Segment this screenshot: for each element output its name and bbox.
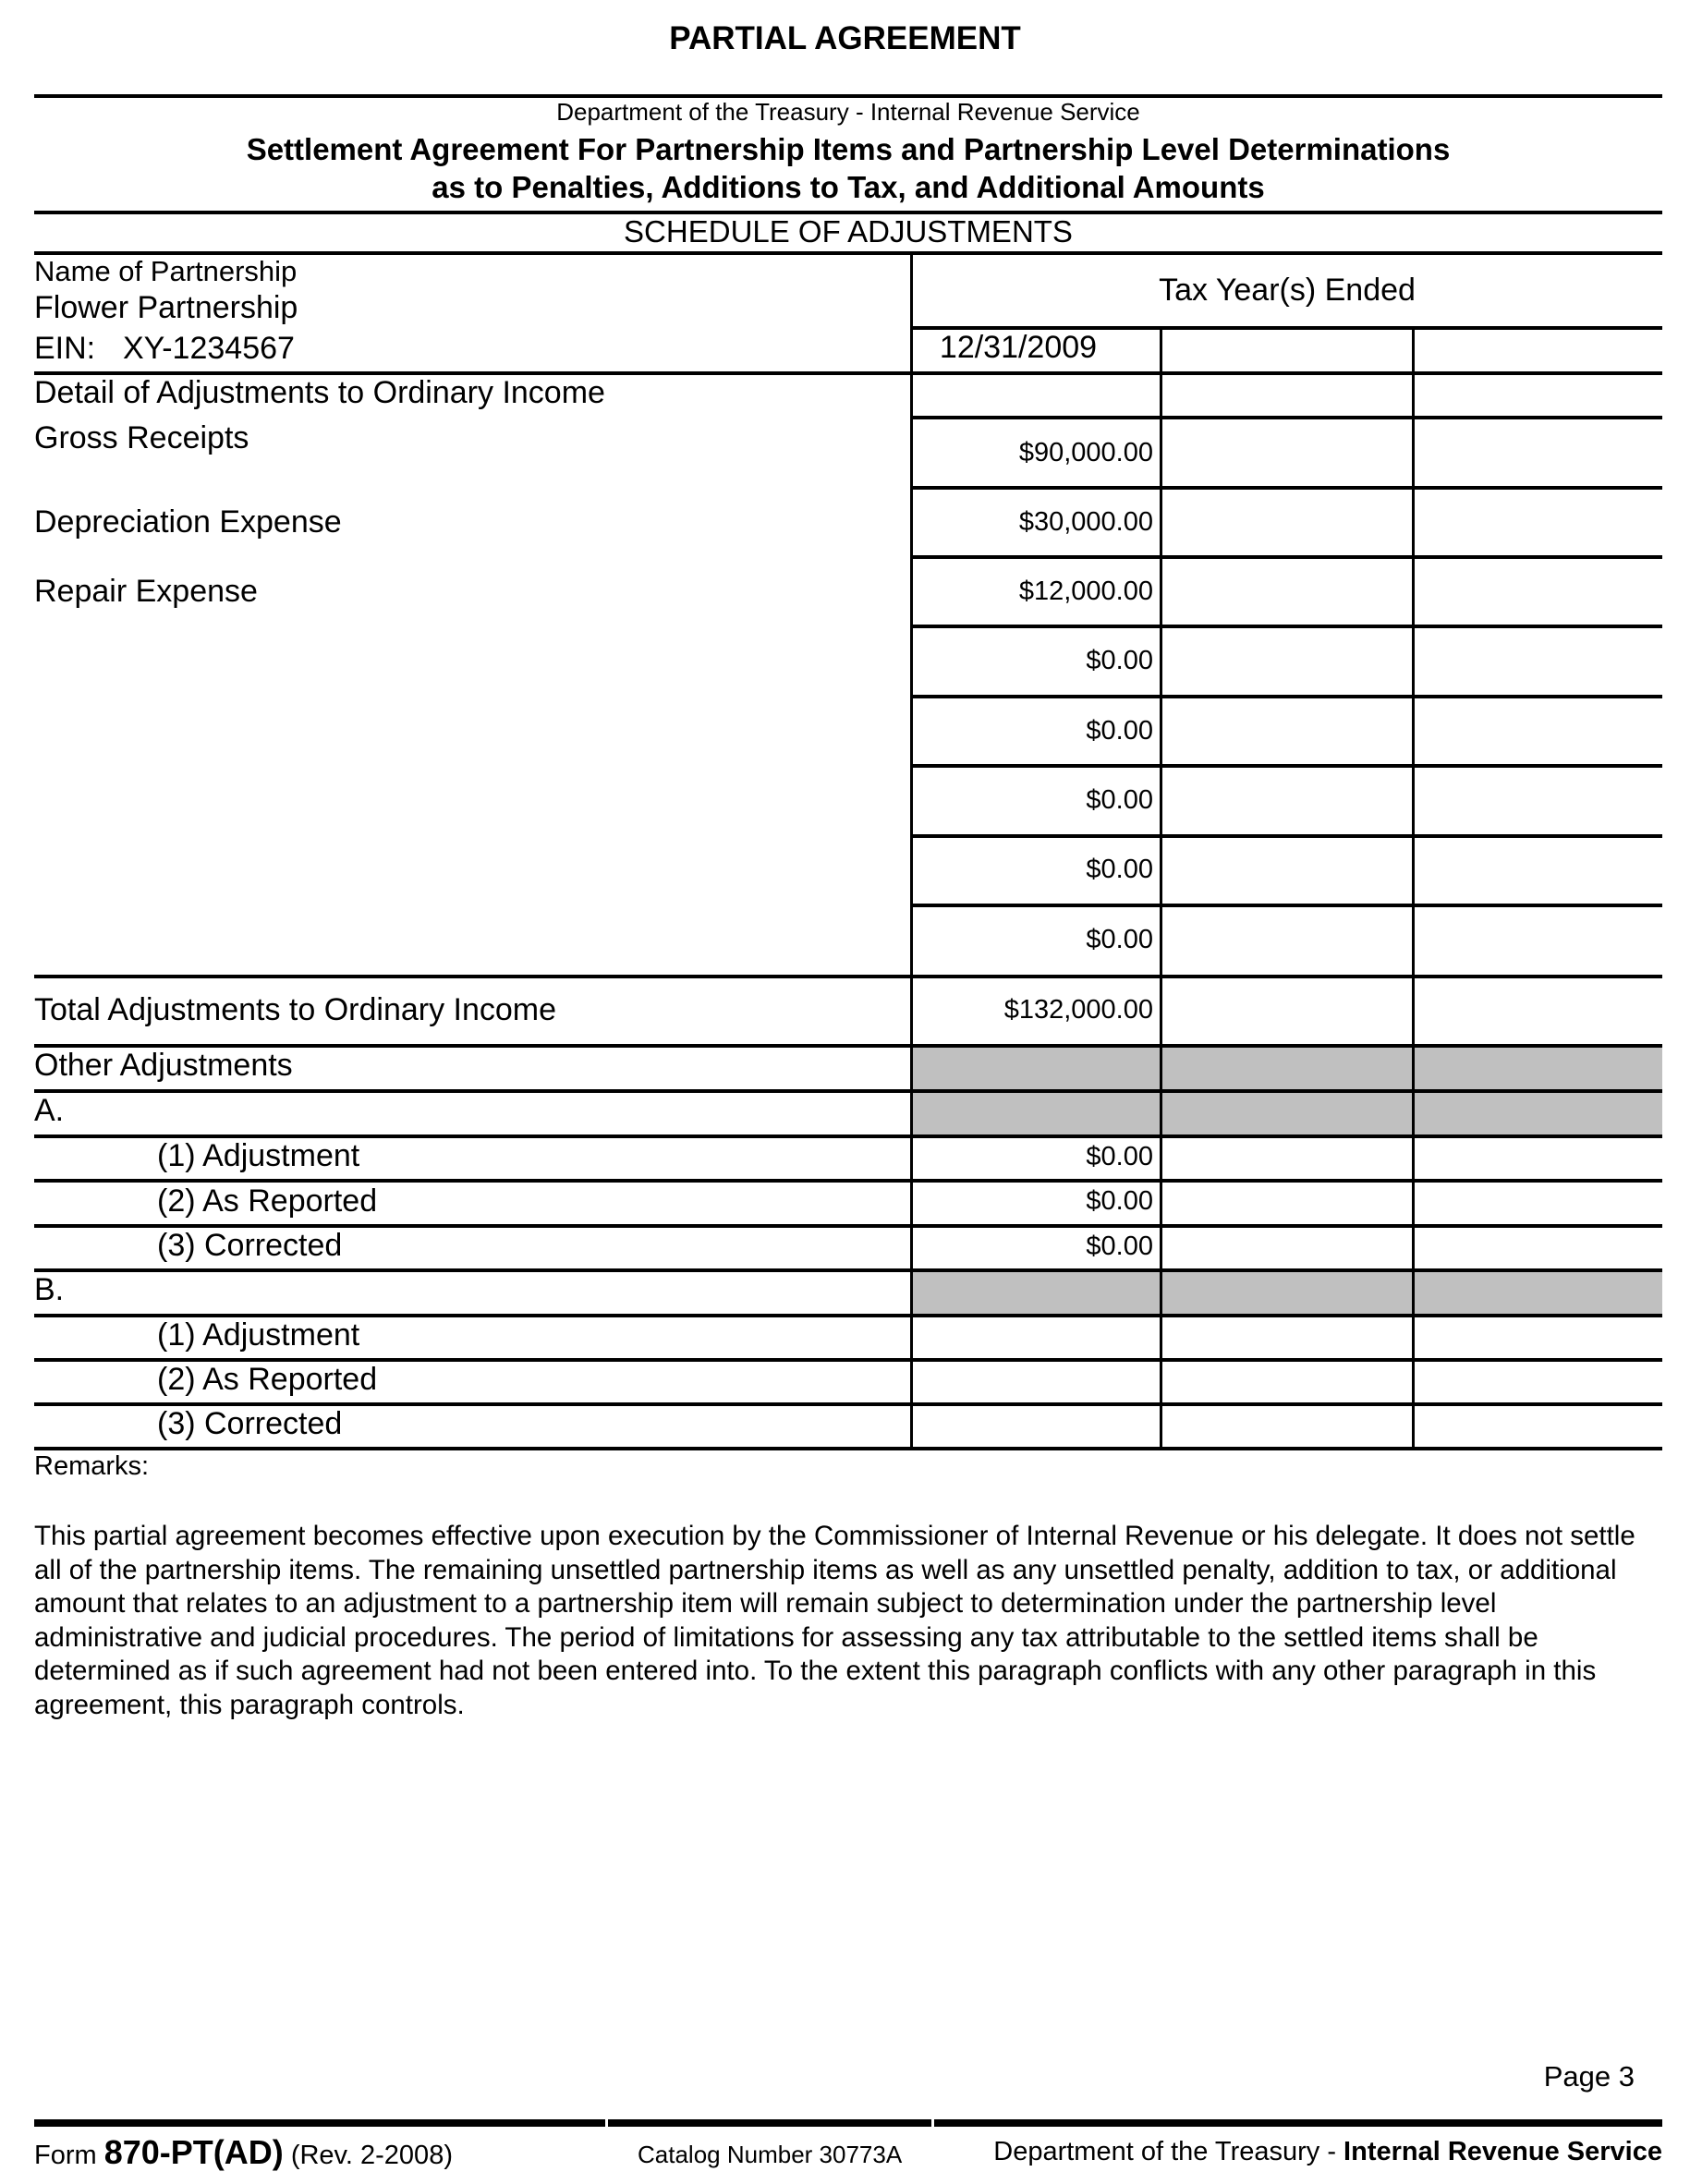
shaded-cell: [913, 1048, 1160, 1089]
group-b-corrected-label: (3) Corrected: [157, 1406, 343, 1441]
shaded-cell: [1162, 1048, 1412, 1089]
value-repair[interactable]: $12,000.00: [1018, 576, 1153, 606]
row-label-repair: Repair Expense: [34, 574, 258, 609]
agency-line: Department of the Treasury - Internal Revenue Service: [556, 98, 1140, 126]
total-label: Total Adjustments to Ordinary Income: [34, 992, 557, 1027]
total-value[interactable]: $132,000.00: [1003, 995, 1153, 1025]
shaded-cell: [1415, 1048, 1662, 1089]
form-id: [34, 2133, 453, 2172]
form-title-line-2: as to Penalties, Additions to Tax, and Additional Amounts: [432, 170, 1265, 204]
ein-value: XY-1234567: [123, 331, 295, 366]
catalog-number: Catalog Number 30773A: [638, 2141, 903, 2168]
other-adjustments-label: Other Adjustments: [34, 1048, 293, 1083]
group-a-adjustment-value[interactable]: $0.00: [1086, 1142, 1153, 1171]
group-a-corrected-value[interactable]: $0.00: [1086, 1232, 1153, 1261]
row-rule: [912, 416, 1662, 419]
row-rule: [912, 486, 1662, 490]
shaded-cell: [1415, 1272, 1662, 1314]
footer-rule-3: [934, 2119, 1662, 2127]
group-a-label: A.: [34, 1093, 65, 1128]
ein-label: EIN:: [34, 331, 96, 366]
form-title-line-1: Settlement Agreement For Partnership Items and Partnership Level Determinations: [246, 132, 1451, 166]
row-rule: [912, 764, 1662, 768]
footer-rule-2: [608, 2119, 931, 2127]
value-gross-receipts[interactable]: $90,000.00: [1018, 438, 1153, 467]
row-rule: [912, 695, 1662, 698]
form-prefix: Form: [34, 2141, 97, 2170]
footer-agency-prefix: Department of the Treasury -: [993, 2137, 1336, 2166]
row-rule: [912, 904, 1662, 907]
group-b-label: B.: [34, 1272, 65, 1307]
footer-agency-bold: Internal Revenue Service: [1343, 2137, 1662, 2166]
row-rule: [34, 1447, 1662, 1450]
row-rule: [912, 625, 1662, 628]
ordinary-income-section-label: Detail of Adjustments to Ordinary Income: [34, 375, 605, 410]
row-label-depreciation: Depreciation Expense: [34, 504, 342, 540]
value-blank-row-2[interactable]: $0.00: [1086, 716, 1153, 746]
value-depreciation[interactable]: $30,000.00: [1018, 507, 1153, 537]
partnership-name-label: Name of Partnership: [34, 255, 298, 287]
shaded-cell: [1162, 1093, 1412, 1134]
shaded-cell: [1415, 1093, 1662, 1134]
group-a-as-reported-value[interactable]: $0.00: [1086, 1186, 1153, 1216]
remarks-text: This partial agreement becomes effective upon execution by the Commissioner of Internal Revenue or his delegate. It does not settle all of the partnership items. The remaining unsettled partnership items as well as any unsettled penalty, addition to tax, or additional amount that relates to an adjustment to a partnership item will remain subject to determination under the partnership level administrative and judicial procedures. The period of limitations for assessing any tax attributable to the settled items shall be determined as if such agreement had not been entered into. To the extent this paragraph conflicts with any other paragraph in this agreement, this paragraph controls.: [34, 1521, 1635, 1720]
row-rule: [34, 1179, 1662, 1183]
value-blank-row-1[interactable]: $0.00: [1086, 646, 1153, 675]
footer-agency: [993, 2137, 1662, 2167]
remarks-label: Remarks:: [34, 1451, 150, 1481]
form-number: 870-PT(AD): [103, 2133, 284, 2171]
page-title: PARTIAL AGREEMENT: [669, 20, 1021, 56]
group-a-as-reported-label: (2) As Reported: [157, 1183, 378, 1219]
row-rule: [912, 555, 1662, 559]
group-a-corrected-label: (3) Corrected: [157, 1228, 343, 1263]
footer-rule-1: [34, 2119, 605, 2127]
row-rule: [34, 975, 1662, 978]
schedule-title: SCHEDULE OF ADJUSTMENTS: [624, 214, 1073, 249]
row-rule: [912, 834, 1662, 838]
value-blank-row-4[interactable]: $0.00: [1086, 855, 1153, 884]
value-blank-row-5[interactable]: $0.00: [1086, 925, 1153, 954]
group-b-as-reported-label: (2) As Reported: [157, 1362, 378, 1397]
page-number: Page 3: [1543, 2060, 1635, 2093]
shaded-cell: [913, 1272, 1160, 1314]
partnership-name: Flower Partnership: [34, 290, 298, 325]
group-a-adjustment-label: (1) Adjustment: [157, 1138, 360, 1173]
value-blank-row-3[interactable]: $0.00: [1086, 785, 1153, 815]
group-b-adjustment-label: (1) Adjustment: [157, 1317, 360, 1353]
shaded-cell: [913, 1093, 1160, 1134]
form-revision: (Rev. 2-2008): [290, 2141, 453, 2170]
tax-year-col-1: 12/31/2009: [939, 330, 1098, 365]
tax-years-header: Tax Year(s) Ended: [1159, 273, 1416, 308]
shaded-cell: [1162, 1272, 1412, 1314]
row-label-gross-receipts: Gross Receipts: [34, 420, 249, 455]
